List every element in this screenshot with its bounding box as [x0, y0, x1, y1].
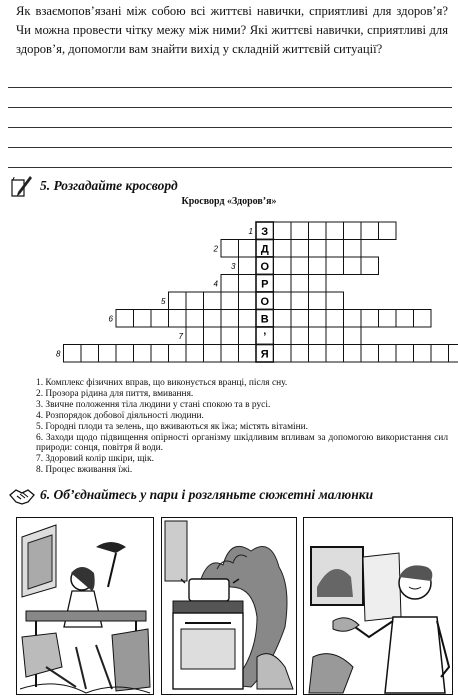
clue-5: 5. Городні плоди та зелень, що вживаються як їжа; містять вітаміни.	[36, 421, 308, 432]
crossword-cell	[64, 345, 82, 363]
crossword-cell	[274, 310, 292, 328]
crossword-cell	[274, 292, 292, 310]
crossword-cell	[274, 222, 292, 240]
crossword-cell	[326, 240, 344, 258]
crossword-key-letter: О	[260, 260, 270, 273]
clue-8: 8. Процес вживання їжі.	[36, 465, 133, 476]
crossword-cell	[291, 275, 309, 293]
crossword-cell	[344, 257, 362, 275]
crossword-cell	[291, 240, 309, 258]
intro-paragraph: Як взаємопов’язані між собою всі життєві навички, сприятливі для здоров’я? Чи можна провести чітку межу між ними? Які життєві навички, сприятливі для здоров’я, допомогли вам знайти вихід у складній життєвій ситуації?	[16, 4, 448, 56]
crossword-row-number: 5	[161, 296, 166, 306]
crossword-cell	[326, 222, 344, 240]
smoking-stove-illustration	[161, 517, 297, 695]
crossword-cell	[169, 292, 187, 310]
crossword-row-number: 1	[248, 226, 253, 236]
crossword-cell	[449, 345, 458, 363]
crossword-cell	[169, 345, 187, 363]
crossword-cell	[309, 240, 327, 258]
crossword-cell	[379, 310, 397, 328]
crossword-cell	[274, 327, 292, 345]
crossword-row-number: 8	[56, 349, 61, 359]
clue-3: 3. Звичне положення тіла людини у стані спокою та в русі.	[36, 399, 271, 410]
crossword-cell	[326, 292, 344, 310]
crossword-cell	[204, 310, 222, 328]
crossword-cell	[221, 240, 239, 258]
crossword-cell	[116, 345, 134, 363]
crossword-key-letter: Д	[260, 243, 269, 256]
crossword-row-number: 3	[231, 261, 236, 271]
crossword-cell	[326, 310, 344, 328]
crossword-cell	[291, 327, 309, 345]
crossword-cell	[151, 345, 169, 363]
crossword-cell	[134, 345, 152, 363]
clue-4: 4. Розпорядок добової діяльності людини.	[36, 410, 204, 421]
crossword-row-number: 7	[178, 331, 183, 341]
crossword-cell	[81, 345, 99, 363]
crossword-cell	[344, 345, 362, 363]
clue-1: 1. Комплекс фізичних вправ, що виконується вранці, після сну.	[36, 378, 288, 388]
clue-2: 2. Прозора рідина для пиття, вмивання.	[36, 388, 194, 399]
section-5-title: 5. Розгадайте кросворд	[40, 178, 178, 193]
crossword-cell	[204, 327, 222, 345]
crossword-cell	[361, 310, 379, 328]
crossword-cell	[291, 257, 309, 275]
crossword-cell	[361, 345, 379, 363]
handshake-icon	[8, 485, 36, 507]
boy-with-fish-illustration	[303, 517, 453, 695]
clue-6: 6. Заходи щодо підвищення опірності організму шкідливим впливам за допомогою використання сил природи: сонця, повітря й води.	[36, 432, 448, 454]
crossword-cell	[326, 257, 344, 275]
crossword-cell	[291, 310, 309, 328]
crossword-cell	[291, 345, 309, 363]
crossword-cell	[239, 275, 257, 293]
crossword-cell	[274, 240, 292, 258]
crossword-cell	[221, 327, 239, 345]
crossword-row-number: 2	[213, 244, 218, 254]
crossword-cell	[186, 345, 204, 363]
crossword-cell	[274, 345, 292, 363]
crossword-cell	[309, 257, 327, 275]
crossword-key-letter: З	[261, 225, 269, 238]
crossword-cell	[151, 310, 169, 328]
crossword-cell	[344, 327, 362, 345]
crossword-cell	[396, 310, 414, 328]
girl-at-desk-illustration	[16, 517, 154, 695]
crossword-cell	[344, 310, 362, 328]
crossword-row-number: 6	[108, 314, 113, 324]
crossword-cell	[431, 345, 449, 363]
crossword-row-number: 4	[213, 279, 218, 289]
crossword-cell	[116, 310, 134, 328]
crossword-cell	[99, 345, 117, 363]
crossword-cell	[291, 292, 309, 310]
crossword-cell	[309, 222, 327, 240]
crossword-cell	[344, 222, 362, 240]
crossword-cell	[379, 345, 397, 363]
section-6-title: 6. Об’єднайтесь у пари і розгляньте сюжетні малюнки	[40, 487, 374, 502]
crossword-cell	[361, 222, 379, 240]
crossword-cell	[204, 345, 222, 363]
crossword-cell	[361, 257, 379, 275]
crossword-cell	[186, 327, 204, 345]
crossword-cell	[274, 275, 292, 293]
crossword-cell	[239, 345, 257, 363]
crossword-cell	[414, 310, 432, 328]
crossword-key-letter: Р	[261, 278, 269, 291]
crossword-cell	[291, 222, 309, 240]
crossword-cell	[221, 310, 239, 328]
crossword-cell	[239, 240, 257, 258]
crossword-cell	[221, 292, 239, 310]
clue-7: 7. Здоровий колір шкіри, щік.	[36, 454, 154, 465]
crossword-title: Кросворд «Здоров’я»	[181, 196, 277, 207]
crossword-cell	[344, 240, 362, 258]
crossword-cell	[186, 310, 204, 328]
crossword-cell	[239, 310, 257, 328]
crossword-cell	[309, 327, 327, 345]
crossword-cell	[396, 345, 414, 363]
crossword-cell	[379, 222, 397, 240]
crossword-key-letter: О	[260, 295, 270, 308]
crossword-cell	[309, 292, 327, 310]
crossword-clues	[36, 378, 448, 476]
crossword-cell	[414, 345, 432, 363]
crossword-cell	[221, 275, 239, 293]
crossword-key-letter: В	[260, 313, 269, 326]
crossword-cell	[186, 292, 204, 310]
crossword-cell	[239, 327, 257, 345]
crossword-cell	[309, 275, 327, 293]
crossword-cell	[309, 310, 327, 328]
crossword-cell	[239, 257, 257, 275]
crossword-cell	[326, 327, 344, 345]
crossword-cell	[239, 292, 257, 310]
crossword-cell	[221, 345, 239, 363]
crossword-cell	[326, 345, 344, 363]
crossword-cell	[274, 257, 292, 275]
crossword-cell	[204, 292, 222, 310]
crossword-cell	[169, 310, 187, 328]
crossword-cell	[309, 345, 327, 363]
crossword-cell	[134, 310, 152, 328]
crossword-key-letter: Я	[260, 348, 269, 361]
crossword-key-letter: ’	[263, 330, 267, 343]
